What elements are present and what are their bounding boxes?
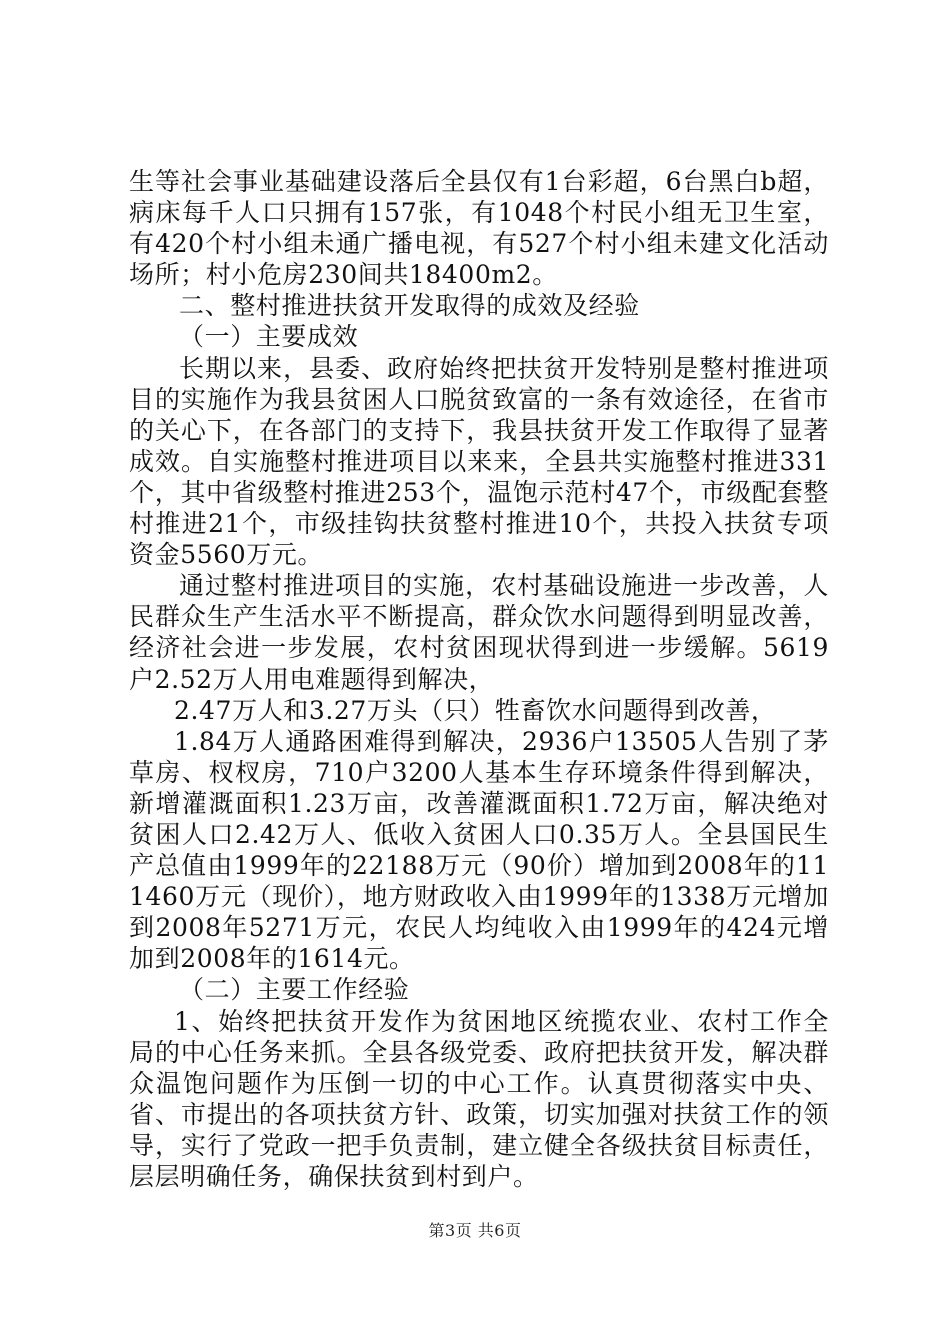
paragraph-infrastructure-improvement: 通过整村推进项目的实施，农村基础设施进一步改善，人民群众生产生活水平不断提高，群众饮水问题得到明显改善，经济社会进一步发展，农村贫困现状得到进一步缓解。5619户2.52万人用电难题得到解决， <box>129 571 829 694</box>
section-heading-2: 二、整村推进扶贫开发取得的成效及经验 <box>179 291 640 321</box>
document-body <box>129 166 829 1192</box>
paragraph-continued-health-facilities: 生等社会事业基础建设落后全县仅有1台彩超，6台黑白b超，病床每千人口只拥有157张，有1048个村民小组无卫生室，有420个村小组未通广播电视，有527个村小组未建文化活动场所；村小危房230间共18400m2。 <box>129 167 829 290</box>
page-number-footer: 第3页 共6页 <box>428 1221 522 1240</box>
paragraph-drinking-water: 2.47万人和3.27万头（只）牲畜饮水问题得到改善， <box>174 695 777 725</box>
subsection-heading-work-experience: （二）主要工作经验 <box>179 975 410 1005</box>
paragraph-roads-and-income: 1.84万人通路困难得到解决，2936户13505人告别了茅草房、杈杈房，710户3200人基本生存环境条件得到解决，新增灌溉面积1.23万亩，改善灌溉面积1.72万亩，解决绝对贫困人口2.42万人、低收入贫困人口0.35万人。全县国民生产总值由1999年的22188万元（90价）增加到2008年的111460万元（现价），地方财政收入由1999年的1338万元增加到2008年5271万元，农民人均纯收入由1999年的424元增加到2008年的1614元。 <box>129 726 829 974</box>
subsection-heading-main-results: （一）主要成效 <box>179 322 359 352</box>
paragraph-experience-1: 1、始终把扶贫开发作为贫困地区统揽农业、农村工作全局的中心任务来抓。全县各级党委、政府把扶贫开发，解决群众温饱问题作为压倒一切的中心工作。认真贯彻落实中央、省、市提出的各项扶贫方针、政策，切实加强对扶贫工作的领导，实行了党政一把手负责制，建立健全各级扶贫目标责任，层层明确任务，确保扶贫到村到户。 <box>129 1006 829 1191</box>
paragraph-main-results: 长期以来，县委、政府始终把扶贫开发特别是整村推进项目的实施作为我县贫困人口脱贫致富的一条有效途径，在省市的关心下，在各部门的支持下，我县扶贫开发工作取得了显著成效。自实施整村推进项目以来来，全县共实施整村推进331个，其中省级整村推进253个，温饱示范村47个，市级配套整村推进21个，市级挂钩扶贫整村推进10个，共投入扶贫专项资金5560万元。 <box>129 353 829 570</box>
